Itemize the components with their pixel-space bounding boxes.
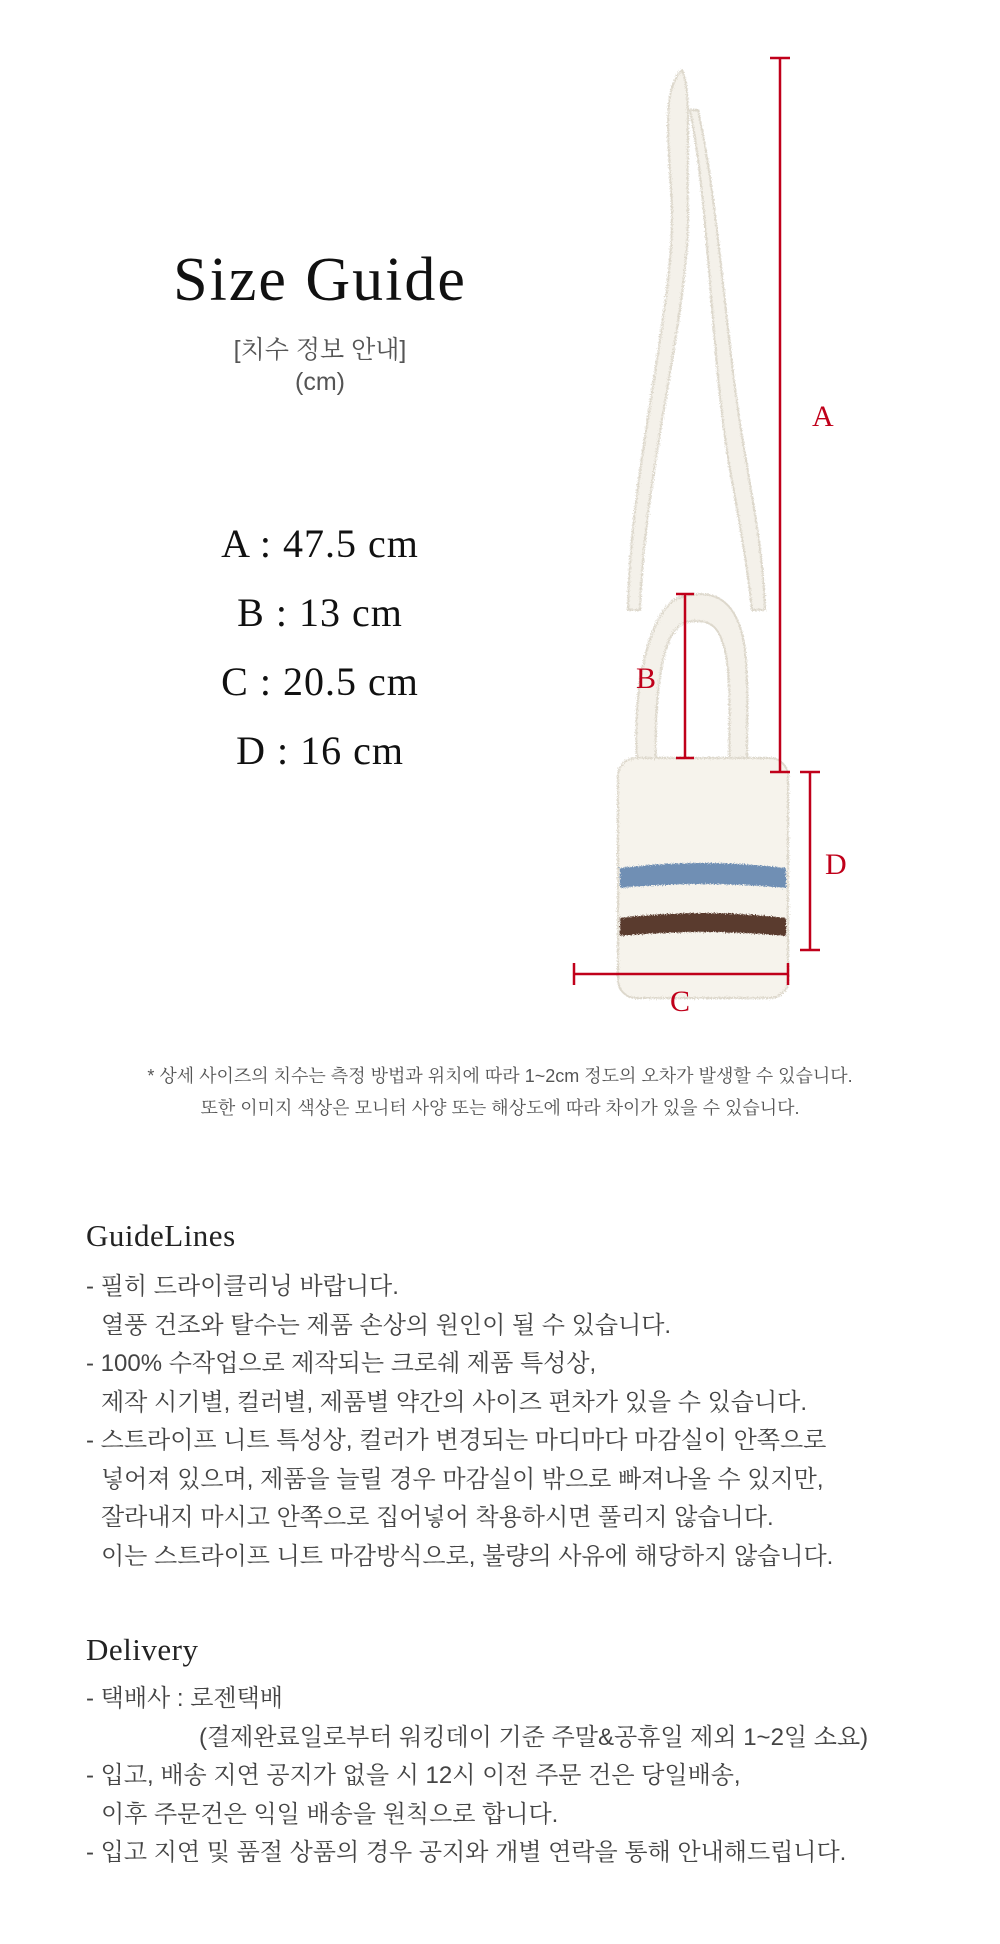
list-item: 열풍 건조와 탈수는 제품 손상의 원인이 될 수 있습니다. <box>101 1311 672 1339</box>
note-line: 또한 이미지 색상은 모니터 사양 또는 해상도에 따라 차이가 있을 수 있습니다. <box>200 1098 800 1118</box>
dimension-label-d: D <box>825 848 847 881</box>
list-item: 넣어져 있으며, 제품을 늘릴 경우 마감실이 밖으로 빠져나올 수 있지만, <box>101 1465 824 1493</box>
list-item: 잘라내지 마시고 안쪽으로 집어넣어 착용하시면 풀리지 않습니다. <box>101 1504 774 1531</box>
dimension-label-c: C <box>670 985 691 1018</box>
measurement-c: C : 20.5 cm <box>221 659 419 704</box>
bag-illustration <box>560 50 860 1030</box>
unit-label: (cm) <box>295 368 345 396</box>
list-item: (결제완료일로부터 워킹데이 기준 주말&공휴일 제외 1~2일 소요) <box>199 1723 869 1751</box>
dimension-line-a <box>770 58 790 772</box>
list-item: 이는 스트라이프 니트 마감방식으로, 불량의 사유에 해당하지 않습니다. <box>101 1542 834 1570</box>
size-note <box>90 1060 910 1124</box>
delivery-list <box>86 1680 956 1873</box>
list-item: - 입고 지연 및 품절 상품의 경우 공지와 개별 연락을 통해 안내해드립니다. <box>86 1839 847 1866</box>
guidelines-title: GuideLines <box>86 1218 236 1253</box>
measurement-d: D : 16 cm <box>236 728 404 773</box>
list-item: 제작 시기별, 컬러별, 제품별 약간의 사이즈 편차가 있을 수 있습니다. <box>101 1388 807 1416</box>
list-item: - 입고, 배송 지연 공지가 없을 시 12시 이전 주문 건은 당일배송, <box>86 1762 741 1789</box>
dimension-label-a: A <box>812 400 834 433</box>
bag-body <box>618 758 788 998</box>
list-item: 이후 주문건은 익일 배송을 원칙으로 합니다. <box>101 1800 559 1828</box>
note-line: * 상세 사이즈의 치수는 측정 방법과 위치에 따라 1~2cm 정도의 오차가 발생할 수 있습니다. <box>147 1066 853 1086</box>
list-item: - 필히 드라이클리닝 바랍니다. <box>86 1273 399 1300</box>
list-item: - 100% 수작업으로 제작되는 크로쉐 제품 특성상, <box>86 1350 597 1377</box>
list-item: - 스트라이프 니트 특성상, 컬러가 변경되는 마디마다 마감실이 안쪽으로 <box>86 1427 827 1454</box>
bag-figure <box>560 50 860 1030</box>
page-title: Size Guide <box>173 246 467 314</box>
guidelines-list <box>86 1268 956 1576</box>
measurement-b: B : 13 cm <box>237 590 403 635</box>
dimension-line-d <box>800 772 820 950</box>
measurement-a: A : 47.5 cm <box>221 521 419 566</box>
page-subtitle: [치수 정보 안내] <box>233 336 407 364</box>
shoulder-strap <box>628 70 765 610</box>
list-item: - 택배사 : 로젠택배 <box>86 1685 283 1712</box>
dimension-label-b: B <box>636 662 657 695</box>
delivery-title: Delivery <box>86 1632 199 1667</box>
